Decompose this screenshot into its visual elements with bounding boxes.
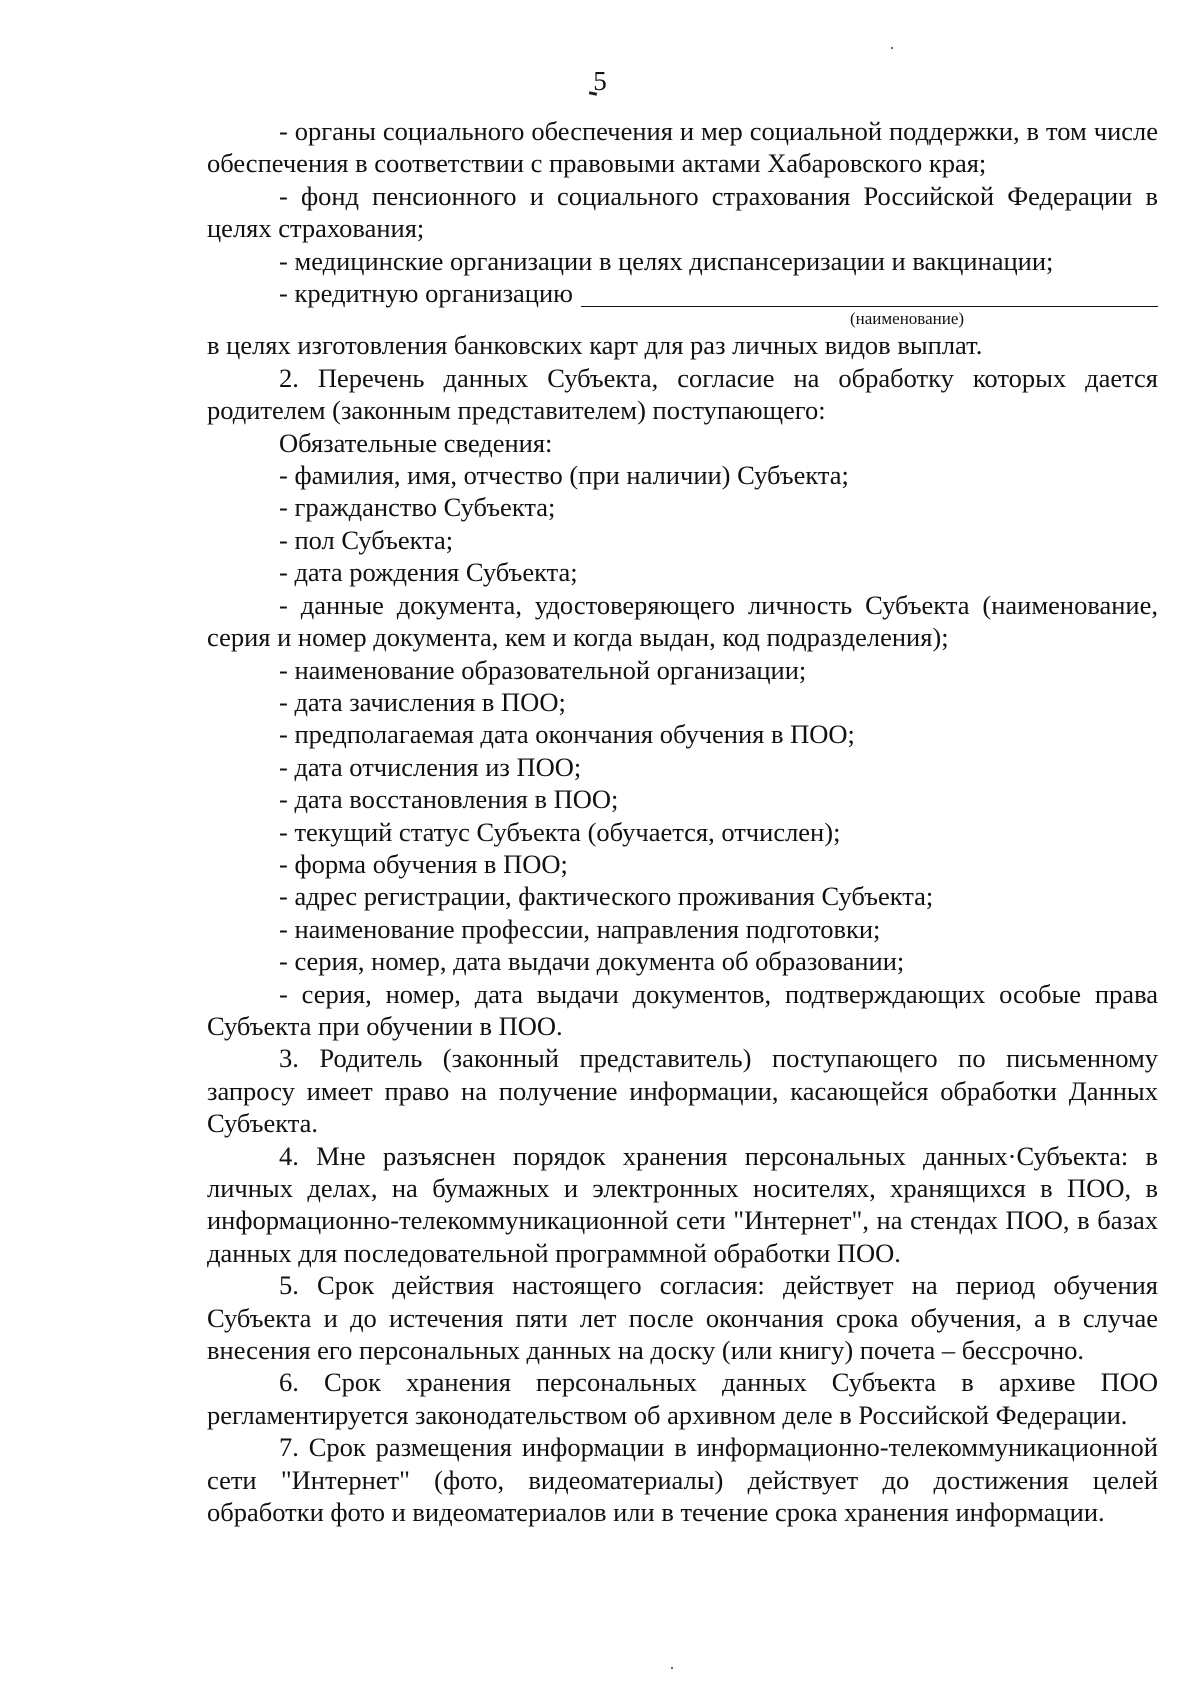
list-item: - пол Субъекта; [279,524,454,555]
list-item: - фамилия, имя, отчество (при наличии) Субъекта; [279,460,849,491]
list-item: - форма обучения в ПОО; [279,848,568,879]
list-item: - гражданство Субъекта; [279,492,556,523]
list-item: - данные документа, удостоверяющего личность Субъекта (наименование, серия и номер документа, кем и когда выдан, код подразделения); [207,589,1158,653]
section-3: 3. Родитель (законный представитель) поступающего по письменному запросу имеет право на получение информации, касающейся обработки Данных Субъекта. [207,1043,1158,1139]
list-item: - дата рождения Субъекта; [279,557,578,588]
list-item: - дата восстановления в ПОО; [279,784,619,815]
section-4: 4. Мне разъяснен порядок хранения персональных данных·Субъекта: в личных делах, на бумажных и электронных носителях, хранящихся в ПОО, в информационно-телекоммуникационной сети "Интернет", на стендах ПОО, в базах данных для последовательной программной обработки ПОО. [207,1140,1158,1268]
list-item: - медицинские организации в целях диспансеризации и вакцинации; [279,245,1054,276]
list-item: - органы социального обеспечения и мер социальной поддержки, в том числе обеспечения в соответствии с правовыми актами Хабаровского края; [207,116,1158,179]
subheading: Обязательные сведения: [279,427,553,458]
section-5: 5. Срок действия настоящего согласия: действует на период обучения Субъекта и до истечения пяти лет после окончания срока обучения, а в случае внесения его персональных данных на доску (или книгу) почета – бессрочно. [207,1270,1158,1366]
list-item: - серия, номер, дата выдачи документа об образовании; [279,946,905,977]
list-item: - наименование профессии, направления подготовки; [279,913,881,944]
list-item: - предполагаемая дата окончания обучения в ПОО; [279,719,855,750]
list-item: - адрес регистрации, фактического проживания Субъекта; [279,881,934,912]
credit-organization-line [207,277,1158,309]
section-6: 6. Срок хранения персональных данных Субъекта в архиве ПОО регламентируется законодательством об архивном деле в Российской Федерации. [207,1367,1158,1430]
list-item: - дата отчисления из ПОО; [279,751,582,782]
scan-speck [671,1667,673,1669]
scan-speck [891,47,893,49]
list-item: - наименование образовательной организации; [279,654,807,685]
list-item: - серия, номер, дата выдачи документов, подтверждающих особые права Субъекта при обучении в ПОО. [207,978,1158,1041]
fill-in-blank-line [581,282,1158,307]
list-item: - текущий статус Субъекта (обучается, отчислен); [279,816,841,847]
section-2: 2. Перечень данных Субъекта, согласие на обработку которых дается родителем (законным представителем) поступающего: [207,362,1158,426]
document-body [207,115,1158,1528]
list-item: - кредитную организацию [279,278,573,309]
blank-caption: (наименование) [850,309,965,329]
list-item: - дата зачисления в ПОО; [279,686,566,717]
list-item: - фонд пенсионного и социального страхования Российской Федерации в целях страхования; [207,180,1158,244]
paragraph: в целях изготовления банковских карт для раз личных видов выплат. [207,330,983,361]
page-number: 5 [593,66,607,96]
section-7: 7. Срок размещения информации в информационно-телекоммуникационной сети "Интернет" (фото, видеоматериалы) действует до достижения целей обработки фото и видеоматериалов или в течение срока хранения информации. [207,1432,1158,1528]
